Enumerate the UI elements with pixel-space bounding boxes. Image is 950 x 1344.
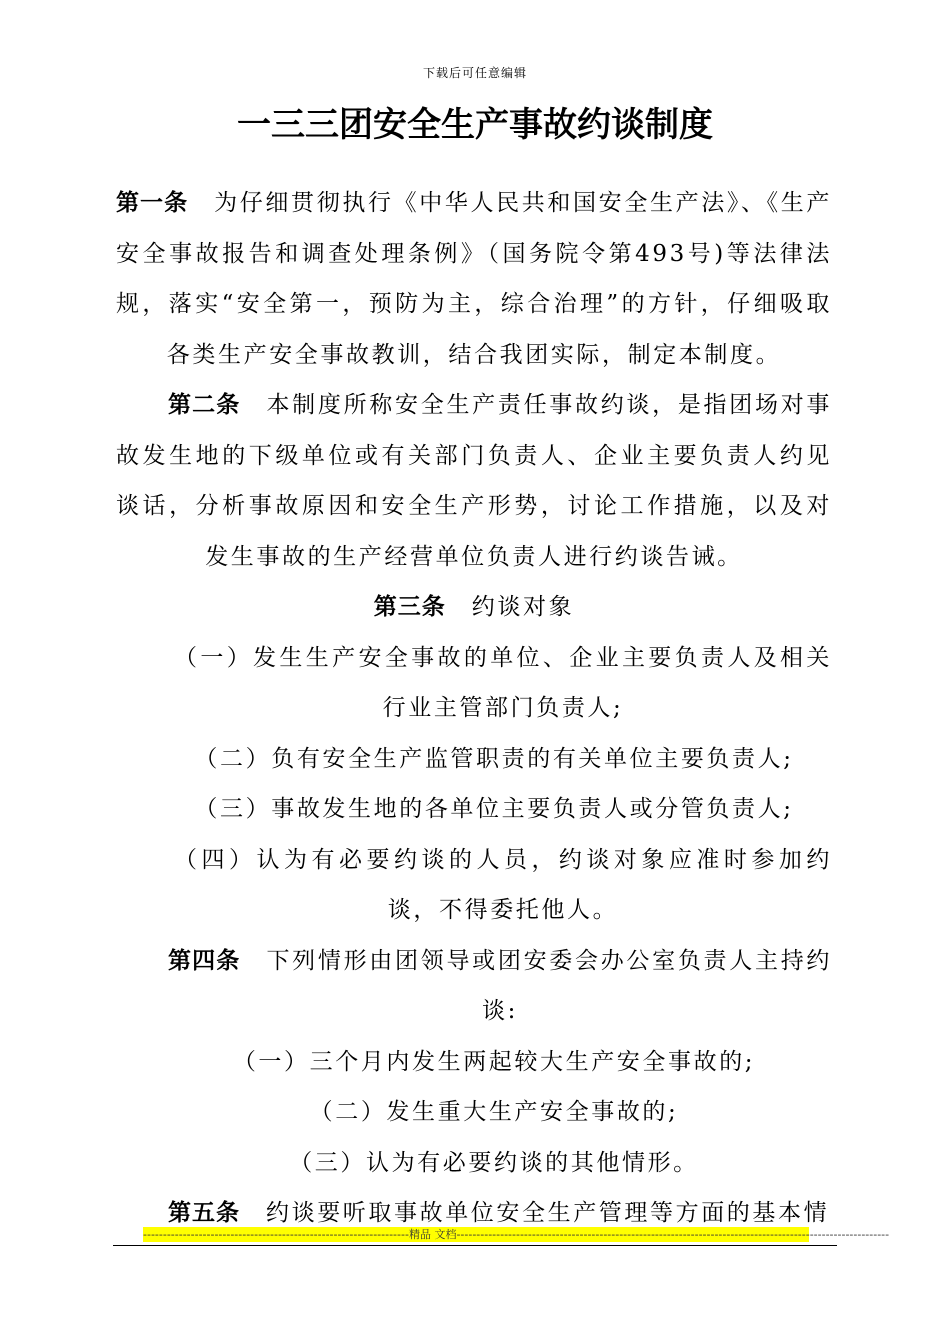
article-3-item-3: （三）事故发生地的各单位主要负责人或分管负责人; [194, 796, 794, 822]
article-1-text: 为仔细贯彻执行《中华人民共和国安全生产法》、《生产安全事故报告和调查处理条例》（国务院令第493号)等法律法规，落实“安全第一，预防为主，综合治理”的方针，仔细吸取各类生产安全事故教训，结合我团实际，制定本制度。 [116, 190, 833, 368]
footer-rule [113, 1245, 837, 1246]
article-4-label: 第四条 [168, 946, 241, 974]
article-3-text: 约谈对象 [471, 594, 575, 620]
document-title: 一三三团安全生产事故约谈制度 [237, 105, 713, 145]
article-1-label: 第一条 [116, 189, 189, 216]
article-3-item-1: （一）发生生产安全事故的单位、企业主要负责人及相关行业主管部门负责人; [174, 644, 832, 721]
article-3 [116, 582, 832, 633]
footer-dashes-right: ------------------------------------------------------------------------------------------------------------- [456, 1228, 890, 1241]
article-1 [116, 178, 832, 380]
article-3-label: 第三条 [373, 593, 446, 620]
article-4 [116, 936, 832, 1037]
document-body [116, 178, 832, 1239]
article-4-text: 下列情形由团领导或团安委会办公室负责人主持约谈: [266, 947, 833, 1024]
article-4-item-3: （三）认为有必要约谈的其他情形。 [289, 1149, 699, 1176]
article-2-text: 本制度所称安全生产责任事故约谈，是指团场对事故发生地的下级单位或有关部门负责人、企业主要负责人约见谈话，分析事故原因和安全生产形势，讨论工作措施，以及对发生事故的生产经营单位负责人进行约谈告诫。 [116, 392, 833, 570]
article-2 [116, 380, 832, 582]
article-2-label: 第二条 [168, 391, 241, 418]
article-4-item-2: （二）发生重大生产安全事故的; [309, 1099, 679, 1125]
page-header-note: 下载后可任意编辑 [422, 66, 527, 80]
article-4-item-1: （一）三个月内发生两起较大生产安全事故的; [232, 1048, 756, 1075]
footer-highlight-band [143, 1227, 890, 1242]
article-5-label: 第五条 [168, 1199, 240, 1226]
article-3-item-4: （四）认为有必要约谈的人员，约谈对象应准时参加约谈，不得委托他人。 [174, 846, 832, 923]
article-5-text: 约谈要听取事故单位安全生产管理等方面的基本情 [266, 1200, 830, 1226]
footer-label: 精品 文档 [408, 1228, 457, 1241]
article-3-item-2: （二）负有安全生产监管职责的有关单位主要负责人; [194, 745, 794, 772]
footer-dashes-left: ------------------------------------------------------------------- [143, 1228, 409, 1241]
